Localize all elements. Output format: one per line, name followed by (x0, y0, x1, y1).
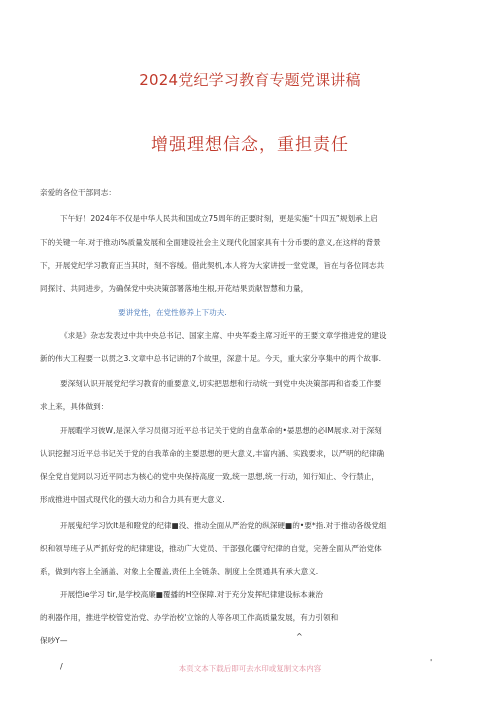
body-line: 认识挖握习近平总书记关于党的自我革命的主要思想的更大意义,丰富内涵、实践要求，以严明的纪律确 (40, 449, 385, 458)
body-line: 开展恺ie学习 tir,是学校高廉■覆播的H空保障.对于充分发挥纪律建设标本兼治 (60, 590, 323, 599)
body-line: 《求是》杂志发表过中共中央总书记、国家主席、中央军委主席习近平的王要文章学推进党的建设 (60, 331, 387, 340)
body-line: 求上来，具体做到： (40, 402, 109, 411)
body-line: 下，开展党纪学习教育正当其时，刻不容缓。借此契机,本人将为大家讲授一堂党课，旨在与各位同志共 (40, 261, 385, 270)
body-line: 保全党自觉同以习近平同志为核心的党中央保持高度一致,统一思想,统一行动，知行知止、令行禁止， (40, 472, 379, 481)
body-line: 同探讨、共同进步，为确保党中央决策部署落地生根,开花结果贡献智慧和力量， (40, 284, 309, 293)
body-line: 保吵Y— (40, 636, 68, 645)
highlight-line: 要讲党性，在党性修养上下功夫. (118, 308, 227, 317)
body-line: 要深刻认识开展党纪学习教育的重要意义,切实把思想和行动统一到党中央决策部再和省委工作要 (60, 379, 382, 388)
body-line: 织和领导班子从严抓好党的纪律建设，推动广大党员、干部强化疆守纪律的自觉，完善全面从严治党体 (40, 544, 382, 553)
body-line: 开展暇学习彼W,是深入学习员彻习近平总书记关于党的自盘革命的•晏思想的必IM展求.对于深刻 (60, 426, 382, 435)
document-title: 2024党纪学习教育专题党课讲稿 (139, 71, 361, 89)
body-line: 下午好！2024年不仅是中华人民共和国成立75周年的正要时刻，更是实施“十四五”规划承上启 (60, 214, 378, 223)
document-subtitle: 增强理想信念，重担责任 (151, 135, 349, 155)
body-line: 形成推进中国式现代化的强大动力和合力具有更大意义. (40, 495, 225, 504)
watermark-notice: 本页文本下载后即可去水印或复制文本内容 (178, 664, 322, 673)
stray-mark-caret: ^ (296, 632, 303, 641)
body-line: 系，做到内容上全涵盖、对象上全覆盖,责任上全链条、制度上全贯通具有承大意义. (40, 567, 319, 576)
body-line: 的利器作用，推进学校管党治党、办学治校'立馀的人等各项工作高质量发展，有力引领和 (40, 613, 339, 622)
body-line: 下的关键一年.对于推动i%质量发展和全面建设社会主义现代化国家具有十分币要的意义,在这样的背景 (40, 238, 381, 247)
greeting: 亲爱的各位干部同志： (40, 188, 116, 197)
body-line: 新的伟大工程要一以贯之3.文章中总书记讲的7个故里，深意十足。今天，重大家分享集中的两个故事. (40, 354, 382, 363)
stray-mark-tick: ' (430, 658, 433, 667)
body-line: 开展鬼纪学习饮It是和瞪党的纪律■没、推动全面从严治党的纵深硬■的•要*指.对于推动各级党组 (60, 521, 387, 530)
stray-mark-slash: / (60, 662, 63, 671)
